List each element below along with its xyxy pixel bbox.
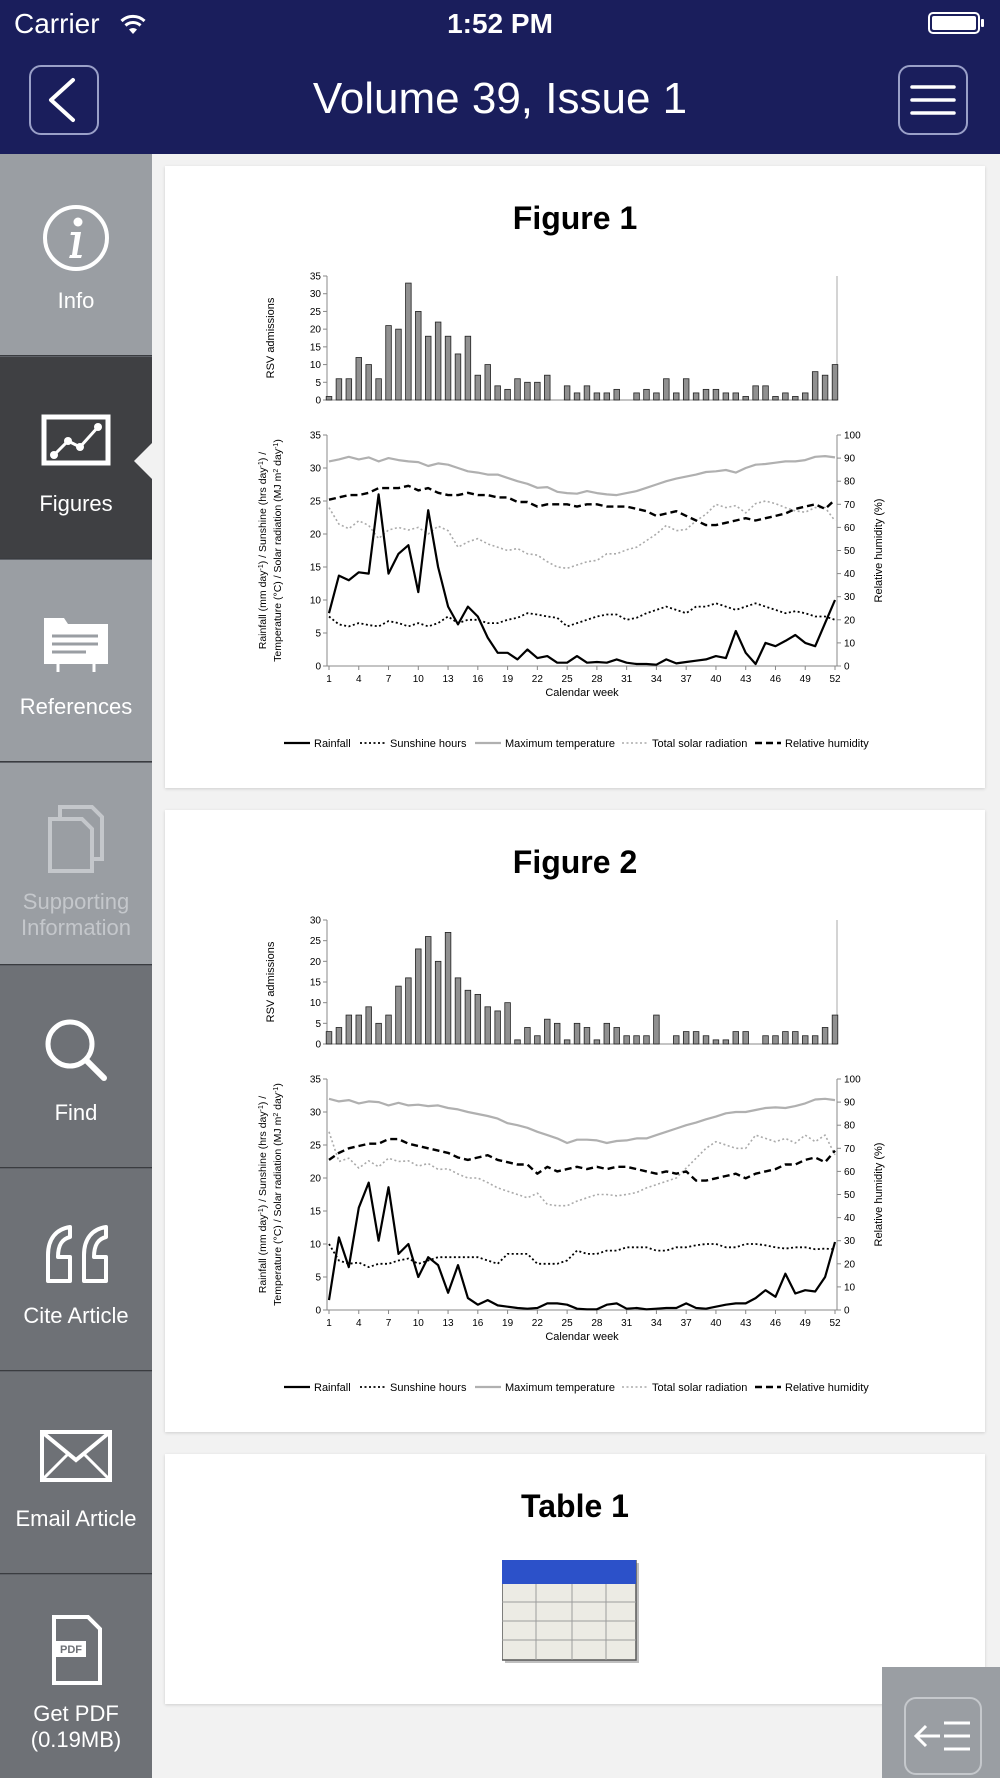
y-axis-title: RSV admissions: [265, 297, 277, 379]
x-tick-label: 16: [472, 1318, 484, 1329]
x-tick-label: 34: [650, 1318, 662, 1329]
x-tick-label: 1: [326, 1318, 332, 1329]
y2-tick-label: 70: [844, 499, 856, 511]
y-tick-label: 10: [309, 360, 321, 372]
y2-tick-label: 40: [844, 569, 856, 581]
active-indicator: [134, 443, 152, 479]
sidebar: [0, 154, 152, 1778]
bar: [644, 389, 650, 400]
y2-tick-label: 90: [844, 453, 856, 465]
y-tick-label: 0: [315, 395, 321, 407]
bar: [435, 322, 441, 400]
sidebar-item-label: Info: [57, 288, 95, 313]
bar: [624, 1036, 630, 1044]
bar: [535, 382, 541, 400]
bar: [455, 978, 461, 1044]
table-card-1[interactable]: [165, 1454, 985, 1704]
sidebar-item-label: Cite Article: [23, 1303, 129, 1328]
y-axis-title-line-2: Temperature (°C) / Solar radiation (MJ $m^2$ day$^{-1}$): [272, 1083, 284, 1306]
bar: [634, 1036, 640, 1044]
bar: [525, 1027, 531, 1044]
hamburger-icon: [900, 67, 966, 133]
x-tick-label: 19: [502, 1318, 514, 1329]
bar: [673, 393, 679, 400]
x-tick-label: 52: [829, 674, 841, 685]
bar: [445, 932, 451, 1044]
bar: [346, 379, 352, 400]
bar: [326, 1032, 332, 1044]
x-tick-label: 52: [829, 1318, 841, 1329]
figure-2-chart: [165, 810, 985, 1432]
x-tick-label: 10: [412, 1318, 424, 1329]
y2-tick-label: 0: [844, 661, 850, 673]
y-tick-label: 30: [309, 463, 321, 475]
y-tick-label: 35: [309, 271, 321, 283]
bar: [604, 1023, 610, 1044]
bar: [743, 1032, 749, 1044]
legend-label: Sunshine hours: [390, 738, 467, 750]
collapse-menu-icon: [906, 1699, 980, 1773]
sidebar-item-find[interactable]: [0, 966, 152, 1168]
legend-label: Maximum temperature: [505, 1382, 616, 1394]
y-tick-label: 5: [315, 1018, 321, 1030]
y-tick-label: 15: [309, 342, 321, 354]
bar: [425, 336, 431, 400]
bar: [723, 1040, 729, 1044]
bar: [763, 386, 769, 400]
page-title: Volume 39, Issue 1: [312, 74, 688, 123]
legend-label: Total solar radiation: [652, 1382, 748, 1394]
y-tick-label: 15: [309, 977, 321, 989]
figure-1-chart: [165, 166, 985, 788]
y-tick-label: 20: [309, 956, 321, 968]
bar: [554, 1023, 560, 1044]
y-tick-label: 25: [309, 306, 321, 318]
x-tick-label: 37: [680, 1318, 692, 1329]
y-tick-label: 10: [309, 998, 321, 1010]
bar: [495, 1011, 501, 1044]
bar: [505, 1003, 511, 1044]
menu-button[interactable]: [898, 65, 968, 135]
bar: [425, 937, 431, 1044]
x-tick-label: 49: [799, 674, 811, 685]
envelope-icon: [36, 1416, 116, 1496]
figures-icon: [36, 401, 116, 481]
legend-label: Relative humidity: [785, 738, 869, 750]
y-tick-label: 5: [315, 1272, 321, 1284]
bar: [366, 365, 372, 400]
y-tick-label: 35: [309, 430, 321, 442]
legend-label: Relative humidity: [785, 1382, 869, 1394]
y2-tick-label: 20: [844, 615, 856, 627]
y-tick-label: 20: [309, 324, 321, 336]
x-tick-label: 10: [412, 674, 424, 685]
bar: [515, 379, 521, 400]
bar: [654, 393, 660, 400]
y-tick-label: 30: [309, 289, 321, 301]
bar: [455, 354, 461, 400]
sidebar-item-label: Find: [54, 1100, 98, 1125]
y-tick-label: 10: [309, 1239, 321, 1251]
sidebar-item-label: References: [19, 694, 133, 719]
bar: [743, 396, 749, 400]
nav-bar: [0, 50, 1000, 154]
y-tick-label: 35: [309, 1074, 321, 1086]
svg-text:PDF: PDF: [60, 1644, 82, 1656]
bar: [812, 1036, 818, 1044]
bar: [664, 379, 670, 400]
bar: [753, 386, 759, 400]
bar: [356, 1015, 362, 1044]
x-tick-label: 4: [355, 1318, 362, 1329]
y-tick-label: 0: [315, 1039, 321, 1051]
x-tick-label: 25: [561, 1318, 573, 1329]
bar: [376, 379, 382, 400]
bar: [535, 1036, 541, 1044]
bar: [564, 386, 570, 400]
figure-title: Figure 1: [512, 200, 638, 236]
sidebar-item-label: [0, 889, 152, 941]
bar: [386, 1015, 392, 1044]
bar: [356, 357, 362, 400]
x-tick-label: 34: [650, 674, 662, 685]
carrier-name: Carrier: [14, 8, 100, 39]
bar: [773, 396, 779, 400]
y2-tick-label: 40: [844, 1213, 856, 1225]
x-tick-label: 7: [385, 674, 392, 685]
y-tick-label: 30: [309, 1107, 321, 1119]
y2-tick-label: 90: [844, 1097, 856, 1109]
bar: [733, 1032, 739, 1044]
bar: [515, 1040, 521, 1044]
y-tick-label: 5: [315, 628, 321, 640]
series-line: [329, 603, 835, 626]
figure-card-2[interactable]: [165, 810, 985, 1432]
y-tick-label: 10: [309, 595, 321, 607]
sidebar-item-supporting-information: [0, 763, 152, 965]
bar: [673, 1036, 679, 1044]
bar: [544, 1019, 550, 1044]
x-tick-label: 22: [531, 1318, 543, 1329]
bar: [604, 393, 610, 400]
y2-tick-label: 20: [844, 1259, 856, 1271]
sidebar-item-email-article[interactable]: [0, 1372, 152, 1574]
bar: [465, 336, 471, 400]
bar: [713, 1040, 719, 1044]
info-icon: [36, 198, 116, 278]
bar: [832, 365, 838, 400]
bar: [485, 365, 491, 400]
x-axis-title: Calendar week: [545, 1331, 619, 1343]
status-bar: [0, 0, 1000, 50]
bar: [703, 1036, 709, 1044]
bar: [584, 1027, 590, 1044]
bar: [822, 1027, 828, 1044]
x-tick-label: 4: [355, 674, 362, 685]
bar: [733, 393, 739, 400]
bar: [594, 1040, 600, 1044]
bar: [703, 389, 709, 400]
y-tick-label: 25: [309, 496, 321, 508]
y2-tick-label: 80: [844, 1120, 856, 1132]
series-line: [329, 456, 835, 495]
series-line: [329, 501, 835, 568]
series-line: [329, 1099, 835, 1143]
bar: [475, 375, 481, 400]
x-tick-label: 16: [472, 674, 484, 685]
bar: [654, 1015, 660, 1044]
bar: [812, 372, 818, 400]
bar: [594, 393, 600, 400]
bar: [574, 1023, 580, 1044]
y-axis-title-line-1: Rainfall (mm day$^{-1}$) / Sunshine (hrs day$^{-1}$) /: [257, 1095, 269, 1294]
references-icon: [36, 604, 116, 684]
bar: [614, 389, 620, 400]
y2-tick-label: 0: [844, 1305, 850, 1317]
y-tick-label: 15: [309, 562, 321, 574]
x-tick-label: 13: [442, 674, 454, 685]
search-icon: [36, 1010, 116, 1090]
series-line: [329, 1183, 835, 1310]
x-tick-label: 22: [531, 674, 543, 685]
sidebar-label-line: Information: [20, 915, 132, 940]
bar: [435, 961, 441, 1044]
y2-tick-label: 30: [844, 1236, 856, 1248]
y-tick-label: 15: [309, 1206, 321, 1218]
x-tick-label: 1: [326, 674, 332, 685]
x-tick-label: 40: [710, 1318, 722, 1329]
bar: [614, 1027, 620, 1044]
bar: [396, 329, 402, 400]
bar: [634, 393, 640, 400]
y2-tick-label: 80: [844, 476, 856, 488]
y2-tick-label: 10: [844, 1282, 856, 1294]
y2-tick-label: 50: [844, 1190, 856, 1201]
x-tick-label: 37: [680, 674, 692, 685]
bar: [544, 375, 550, 400]
legend-label: Total solar radiation: [652, 738, 748, 750]
y-tick-label: 5: [315, 377, 321, 389]
sidebar-item-info[interactable]: [0, 154, 152, 356]
battery-icon: [928, 12, 980, 34]
bar: [723, 393, 729, 400]
y2-axis-title: Relative humidity (%): [873, 1142, 885, 1247]
bar: [495, 386, 501, 400]
bar: [465, 990, 471, 1044]
bar: [564, 1040, 570, 1044]
bar: [802, 1036, 808, 1044]
y-axis-title-line-1: Rainfall (mm day$^{-1}$) / Sunshine (hrs day$^{-1}$) /: [257, 451, 269, 650]
x-axis-title: Calendar week: [545, 687, 619, 699]
bar: [793, 1032, 799, 1044]
x-tick-label: 19: [502, 674, 514, 685]
quote-icon: [36, 1213, 116, 1293]
table-icon: [502, 1560, 642, 1666]
bar: [763, 1036, 769, 1044]
x-tick-label: 46: [769, 674, 782, 685]
figure-card-1[interactable]: [165, 166, 985, 788]
bar: [326, 396, 332, 400]
y-tick-label: 25: [309, 936, 321, 948]
x-tick-label: 43: [740, 674, 752, 685]
x-tick-label: 25: [561, 674, 573, 685]
y-tick-label: 25: [309, 1140, 321, 1152]
bar: [376, 1023, 382, 1044]
bar: [783, 1032, 789, 1044]
y-tick-label: 20: [309, 529, 321, 541]
x-tick-label: 49: [799, 1318, 811, 1329]
bar: [693, 393, 699, 400]
x-tick-label: 28: [591, 674, 603, 685]
bar: [644, 1036, 650, 1044]
x-tick-label: 31: [621, 674, 633, 685]
bar: [683, 1032, 689, 1044]
x-tick-label: 31: [621, 1318, 633, 1329]
y-axis-title: RSV admissions: [265, 941, 277, 1023]
sidebar-label-line: Supporting: [22, 889, 130, 914]
sidebar-label-line: Get PDF: [33, 1701, 119, 1726]
y2-tick-label: 70: [844, 1143, 856, 1155]
bar: [336, 379, 342, 400]
y2-tick-label: 60: [844, 1166, 856, 1178]
y2-tick-label: 30: [844, 592, 856, 604]
toggle-sidebar-button[interactable]: [882, 1667, 1000, 1778]
sidebar-item-label: [0, 1701, 152, 1753]
table-title: Table 1: [521, 1488, 629, 1524]
y-tick-label: 20: [309, 1173, 321, 1185]
bar: [693, 1032, 699, 1044]
bar: [832, 1015, 838, 1044]
sidebar-item-figures[interactable]: [0, 357, 152, 559]
bar: [386, 326, 392, 400]
sidebar-label-line: (0.19MB): [30, 1727, 122, 1752]
bar: [822, 375, 828, 400]
figure-title: Figure 2: [512, 844, 638, 880]
bar: [584, 386, 590, 400]
bar: [683, 379, 689, 400]
bar: [793, 396, 799, 400]
bar: [406, 283, 412, 400]
legend-label: Maximum temperature: [505, 738, 616, 750]
sidebar-item-get-pdf[interactable]: [0, 1575, 152, 1778]
x-tick-label: 7: [385, 1318, 392, 1329]
x-tick-label: 40: [710, 674, 722, 685]
bar: [574, 393, 580, 400]
x-tick-label: 13: [442, 1318, 454, 1329]
x-tick-label: 43: [740, 1318, 752, 1329]
bar: [773, 1036, 779, 1044]
sidebar-item-cite-article[interactable]: [0, 1169, 152, 1371]
y2-tick-label: 60: [844, 522, 856, 534]
bar: [713, 389, 719, 400]
bar: [336, 1027, 342, 1044]
legend-label: Sunshine hours: [390, 1382, 467, 1394]
bar: [505, 389, 511, 400]
y2-tick-label: 100: [844, 1074, 861, 1086]
bar: [783, 393, 789, 400]
sidebar-item-label: Email Article: [15, 1506, 137, 1531]
bar: [475, 994, 481, 1044]
x-tick-label: 46: [769, 1318, 782, 1329]
y-tick-label: 0: [315, 661, 321, 673]
sidebar-item-references[interactable]: [0, 560, 152, 762]
bar: [485, 1007, 491, 1044]
bar: [415, 311, 421, 400]
supporting-info-icon: [36, 799, 116, 879]
x-tick-label: 28: [591, 1318, 603, 1329]
bar: [406, 978, 412, 1044]
bar: [346, 1015, 352, 1044]
status-time: 1:52 PM: [447, 8, 553, 39]
y2-tick-label: 10: [844, 638, 856, 650]
y2-axis-title: Relative humidity (%): [873, 498, 885, 603]
bar: [445, 336, 451, 400]
bar: [396, 986, 402, 1044]
legend-label: Rainfall: [314, 738, 351, 750]
bar: [802, 393, 808, 400]
y-tick-label: 30: [309, 915, 321, 927]
series-line: [329, 1139, 835, 1181]
y-tick-label: 0: [315, 1305, 321, 1317]
y2-tick-label: 100: [844, 430, 861, 442]
sidebar-item-label: Figures: [39, 491, 113, 516]
pdf-icon: [36, 1611, 116, 1691]
toggle-sidebar-frame: [904, 1697, 982, 1775]
bar: [525, 382, 531, 400]
y-axis-title-line-2: Temperature (°C) / Solar radiation (MJ $m^2$ day$^{-1}$): [272, 439, 284, 662]
y2-tick-label: 50: [844, 546, 856, 557]
legend-label: Rainfall: [314, 1382, 351, 1394]
bar: [415, 949, 421, 1044]
bar: [366, 1007, 372, 1044]
